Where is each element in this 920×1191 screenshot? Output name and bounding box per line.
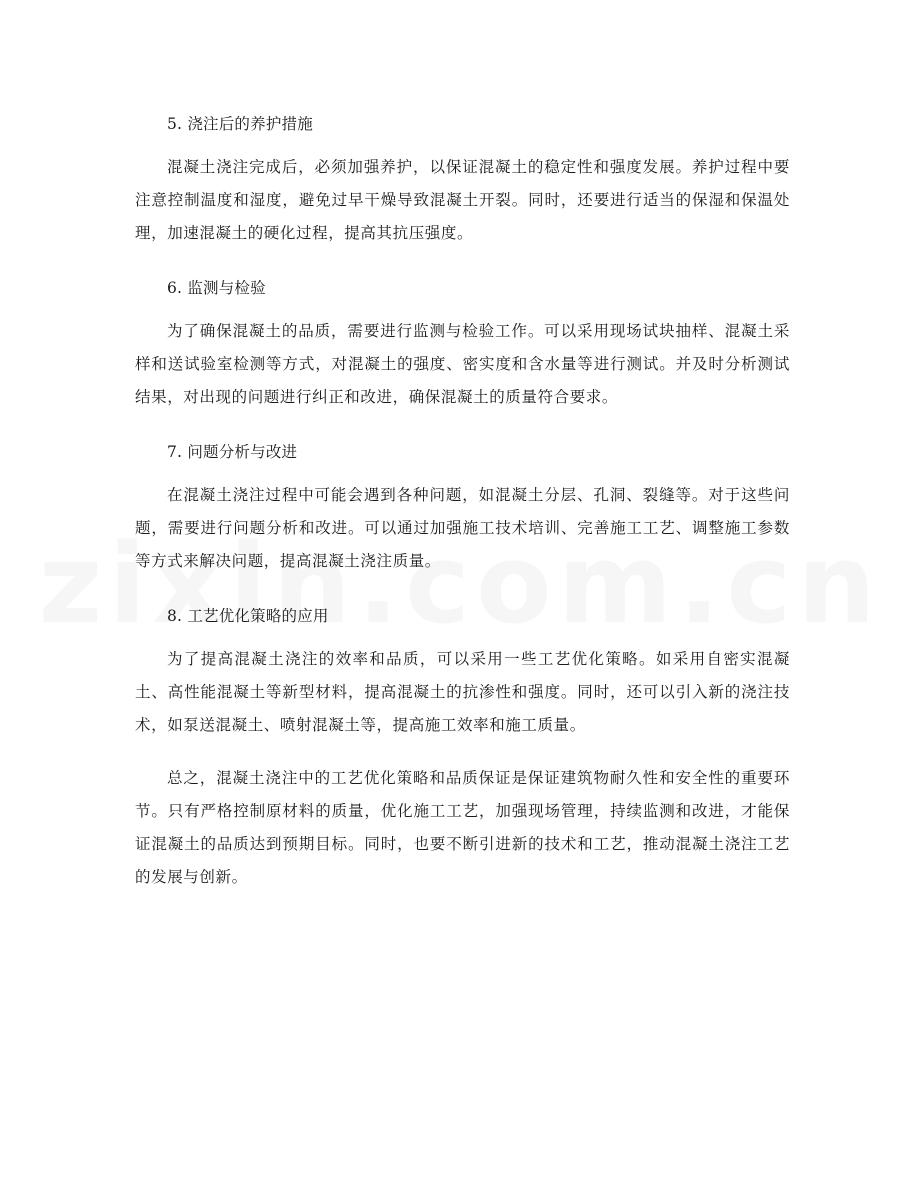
- section-paragraph-7: 在混凝土浇注过程中可能会遇到各种问题，如混凝土分层、孔洞、裂缝等。对于这些问题，需要进行问题分析和改进。可以通过加强施工技术培训、完善施工工艺、调整施工参数等方式来解决问题，提高混凝土浇注质量。: [135, 486, 790, 570]
- conclusion-paragraph: 总之，混凝土浇注中的工艺优化策略和品质保证是保证建筑物耐久性和安全性的重要环节。只有严格控制原材料的质量，优化施工工艺，加强现场管理，持续监测和改进，才能保证混凝土的品质达到预期目标。同时，也要不断引进新的技术和工艺，推动混凝土浇注工艺的发展与创新。: [135, 769, 790, 886]
- section-paragraph-5: 混凝土浇注完成后，必须加强养护，以保证混凝土的稳定性和强度发展。养护过程中要注意控制温度和湿度，避免过早干燥导致混凝土开裂。同时，还要进行适当的保湿和保温处理，加速混凝土的硬化过程，提高其抗压强度。: [135, 158, 790, 242]
- section-paragraph-6: 为了确保混凝土的品质，需要进行监测与检验工作。可以采用现场试块抽样、混凝土采样和送试验室检测等方式，对混凝土的强度、密实度和含水量等进行测试。并及时分析测试结果，对出现的问题进行纠正和改进，确保混凝土的质量符合要求。: [135, 322, 790, 406]
- section-heading-6: 6. 监测与检验: [167, 279, 266, 297]
- section-heading-7: 7. 问题分析与改进: [167, 443, 298, 461]
- section-paragraph-8: 为了提高混凝土浇注的效率和品质，可以采用一些工艺优化策略。如采用自密实混凝土、高性能混凝土等新型材料，提高混凝土的抗渗性和强度。同时，还可以引入新的浇注技术，如泵送混凝土、喷射混凝土等，提高施工效率和施工质量。: [135, 650, 790, 734]
- section-heading-5: 5. 浇注后的养护措施: [167, 115, 313, 133]
- section-heading-8: 8. 工艺优化策略的应用: [167, 607, 329, 625]
- document-body: [135, 106, 790, 894]
